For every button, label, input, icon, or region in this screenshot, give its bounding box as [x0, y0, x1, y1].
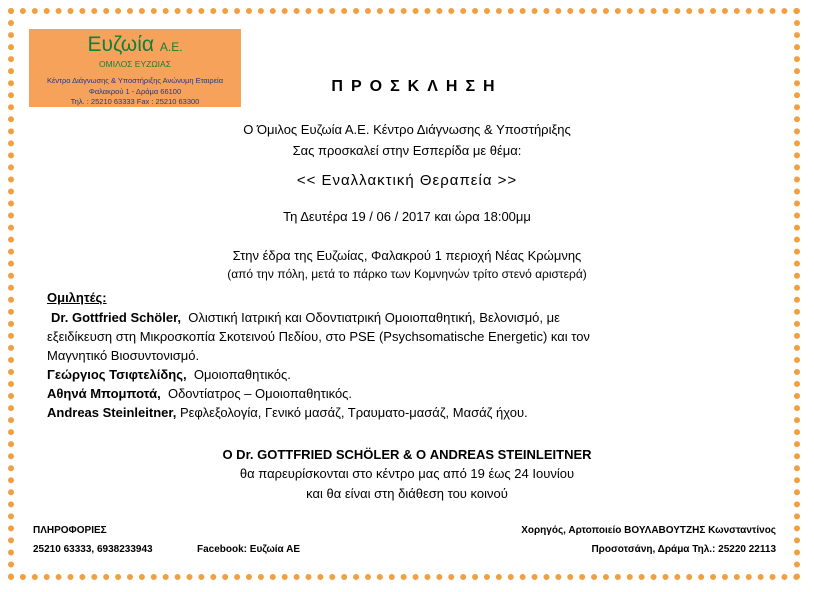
- speaker-1-desc-2: εξειδίκευση στη Μικροσκοπία Σκοτεινού Πεδίου, στο PSE (Psychsomatische Energetic) και τον: [47, 329, 590, 344]
- speaker-name: Dr. Gottfried Schöler,: [51, 310, 182, 325]
- logo-line-address: Φαλακρού 1 - Δράμα 66100: [88, 87, 182, 96]
- speaker-name: Andreas Steinleitner,: [47, 405, 177, 420]
- footer-sponsor-address: Προσοτσάνη, Δράμα Τηλ.: 25220 22113: [591, 544, 776, 555]
- notice-heading: Ο Dr. GOTTFRIED SCHÖLER & Ο ANDREAS STEINLEITNER: [222, 447, 592, 462]
- notice-line-1: θα παρευρίσκονται στο κέντρο μας από 19 έως 24 Ιουνίου: [239, 466, 575, 481]
- intro-line-1: Ο Όμιλος Ευζωία Α.Ε. Κέντρο Διάγνωσης & Υποστήριξης: [243, 122, 571, 137]
- page-title: ΠΡΟΣΚΛΗΣΗ: [331, 78, 503, 95]
- speaker-description: Ρεφλεξολογία, Γενικό μασάζ, Τραυματο-μασάζ, Μασάζ ήχου.: [179, 405, 528, 420]
- event-venue: Στην έδρα της Ευζωίας, Φαλακρού 1 περιοχή Νέας Κρώμνης: [232, 248, 582, 263]
- speaker-description: Ομοιοπαθητικός.: [193, 367, 291, 382]
- event-datetime: Τη Δευτέρα 19 / 06 / 2017 και ώρα 18:00μμ: [283, 209, 531, 224]
- intro-line-2: Σας προσκαλεί στην Εσπερίδα με θέμα:: [292, 143, 522, 158]
- logo-line-company: Κέντρο Διάγνωσης & Υποστήριξης Ανώνυμη Εταιρεία: [46, 76, 224, 85]
- speaker-description: Οδοντίατρος – Ομοιοπαθητικός.: [167, 386, 353, 401]
- speaker-1: [51, 310, 560, 325]
- footer-info-label: ΠΛΗΡΟΦΟΡΙΕΣ: [33, 525, 107, 536]
- footer-facebook: Facebook: Ευζωία ΑΕ: [197, 544, 300, 555]
- speakers-heading: Ομιλητές:: [47, 290, 107, 305]
- speaker-3: [47, 386, 352, 401]
- footer-sponsor: Χορηγός, Αρτοποιείο ΒΟΥΛΑΒΟΥΤΖΗΣ Κωνσταντίνος: [521, 525, 776, 536]
- notice-line-2: και θα είναι στη διάθεση του κοινού: [306, 486, 508, 501]
- speaker-name: Αθηνά Μπομποτά,: [47, 386, 161, 401]
- speaker-4: [47, 405, 528, 420]
- logo-subtitle: ΟΜΙΛΟΣ ΕΥΖΩΙΑΣ: [99, 59, 171, 69]
- event-directions: (από την πόλη, μετά το πάρκο των Κομνηνών τρίτο στενό αριστερά): [227, 267, 587, 281]
- event-topic: << Εναλλακτική Θεραπεία >>: [296, 172, 518, 189]
- speaker-2: [47, 367, 291, 382]
- speaker-description: Ολιστική Ιατρική και Οδοντιατρική Ομοιοπαθητική, Βελονισμό, με: [188, 310, 560, 325]
- logo-line-phone: Τηλ. : 25210 63333 Fax : 25210 63300: [70, 97, 200, 106]
- footer-phones: 25210 63333, 6938233943: [33, 544, 153, 555]
- speaker-1-desc-3: Μαγνητικό Βιοσυντονισμό.: [47, 348, 200, 363]
- logo-brand: Ευζωία Α.Ε.: [87, 33, 183, 56]
- speaker-name: Γεώργιος Τσιφτελίδης,: [47, 367, 187, 382]
